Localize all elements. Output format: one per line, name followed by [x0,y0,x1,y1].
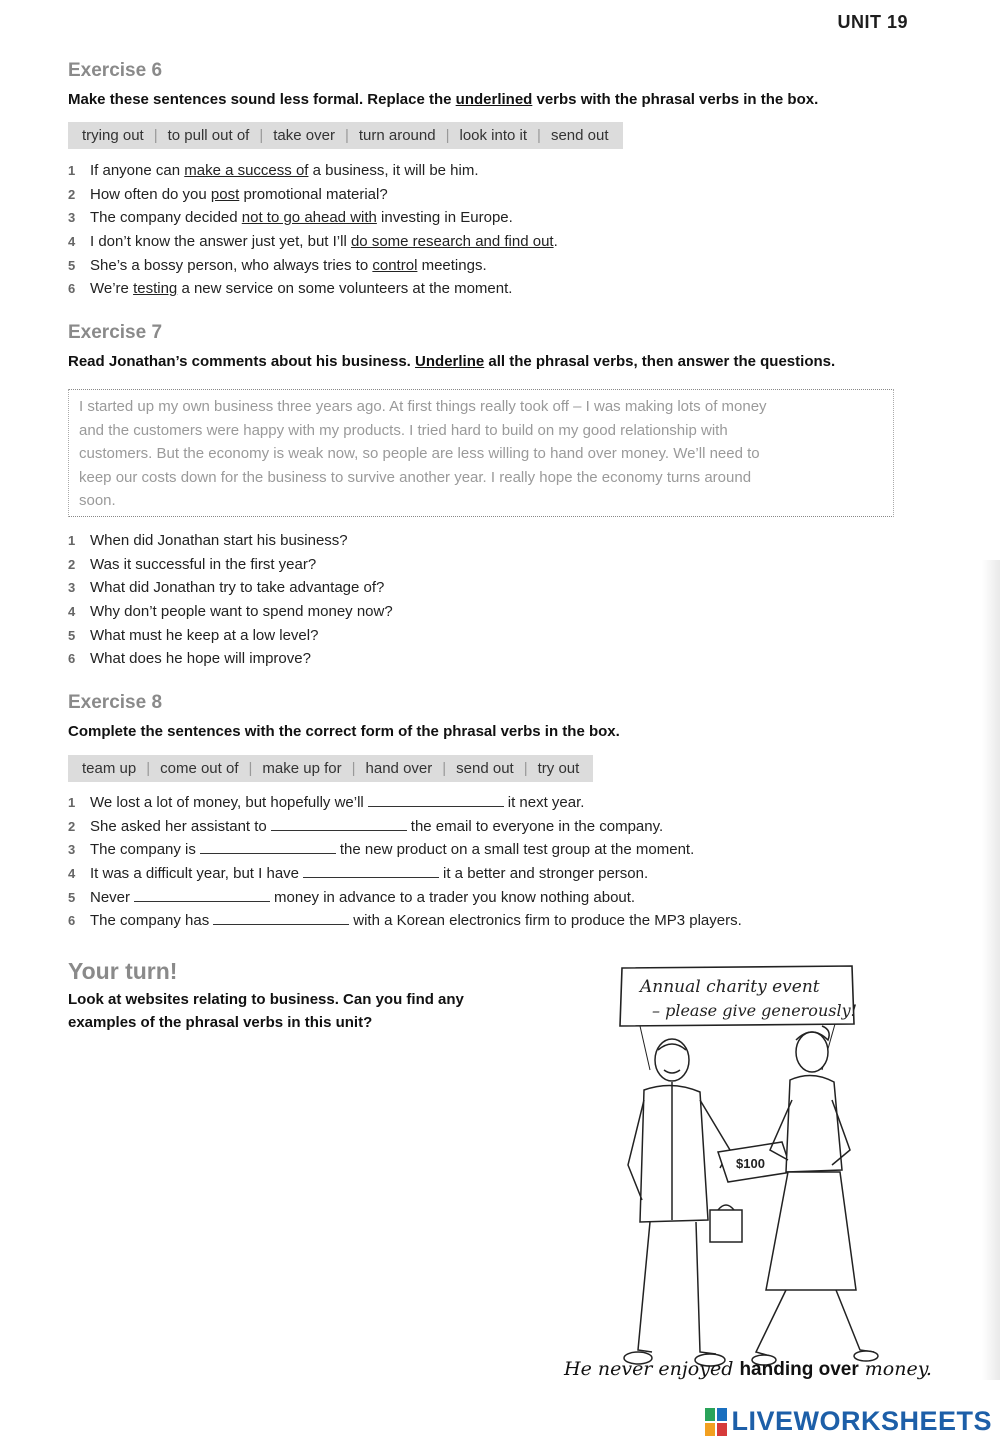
box-word: come out of [160,760,239,777]
box-separator: | [146,760,151,777]
banner-line-1: Annual charity event [640,977,820,997]
box-word: try out [537,760,580,777]
item-number: 4 [68,866,76,882]
exercise-8-list [68,791,742,933]
caption-bold: handing over [739,1359,859,1380]
box-word: make up for [262,760,342,777]
instruction-text: Make these sentences sound less formal. Replace the [68,91,456,108]
item-text: If anyone can [90,162,185,179]
box-word: hand over [365,760,433,777]
caption-text: He never enjoyed [564,1358,740,1380]
comment-line: soon. [79,492,116,509]
item-number: 5 [68,257,76,273]
item-number: 3 [68,580,76,596]
list-item [68,230,558,254]
box-word: send out [456,760,514,777]
instruction-text: verbs with the phrasal verbs in the box. [532,91,819,108]
page-edge-shadow [982,560,1000,1380]
item-text: money in advance to a trader you know nothing about. [274,888,636,906]
list-item [68,600,393,624]
item-text: She asked her assistant to [90,817,267,835]
item-underlined: testing [133,280,178,298]
exercise-6-list [68,159,558,301]
unit-label: UNIT 19 [837,12,908,32]
answer-blank[interactable] [134,887,270,902]
item-number: 6 [68,651,76,667]
answer-blank[interactable] [271,816,407,831]
item-number: 2 [68,556,76,572]
item-text: It was a difficult year, but I have [90,865,300,883]
box-separator: | [537,127,541,144]
list-item [68,183,558,207]
item-text: investing in Europe. [376,209,513,227]
item-number: 6 [68,913,76,929]
item-text: a new service on some volunteers at the moment. [177,280,513,298]
logo-icon [705,1408,727,1436]
item-text: The company has [90,912,210,930]
box-word: team up [82,760,137,777]
item-text: We’re [90,280,134,298]
item-number: 5 [68,627,76,643]
item-text: Why don’t people want to spend money now? [90,603,393,621]
item-text: promotional material? [239,185,388,203]
cartoon-caption [564,1358,932,1381]
box-separator: | [344,127,349,144]
comment-line: I started up my own business three years ago. At first things really took off – I was making lots of money [79,398,767,415]
logo-text: LIVEWORKSHEETS [731,1406,992,1436]
exercise-6-instruction [68,91,818,108]
item-number: 2 [68,818,76,834]
box-separator: | [523,760,528,777]
item-text: the email to everyone in the company. [410,817,664,835]
liveworksheets-logo[interactable] [705,1406,992,1437]
banner-line-2: – please give generously! [652,1001,858,1020]
box-word: send out [550,127,609,144]
item-number: 2 [68,186,76,202]
item-text: The company is [90,841,196,859]
box-separator: | [351,760,356,777]
exercise-8-word-box [68,755,593,782]
exercise-6-title: Exercise 6 [68,60,163,81]
answer-blank[interactable] [200,839,336,854]
item-underlined: not to go ahead with [241,209,377,227]
item-text: When did Jonathan start his business? [90,532,348,549]
item-number: 1 [68,533,76,548]
item-number: 4 [68,604,76,620]
item-text: What must he keep at a low level? [90,626,319,644]
item-text: What did Jonathan try to take advantage of? [90,579,385,597]
caption-text: money. [858,1358,932,1380]
comment-line: customers. But the economy is weak now, so people are less willing to hand over money. We’ll need to [79,445,760,462]
answer-blank[interactable] [368,792,504,807]
list-item [68,838,742,862]
answer-blank[interactable] [213,910,349,925]
item-text: meetings. [417,256,487,274]
list-item [68,862,742,886]
list-item [68,791,742,815]
item-text: the new product on a small test group at the moment. [339,841,695,859]
box-word: look into it [459,127,528,144]
exercise-8-title: Exercise 8 [68,692,163,713]
exercise-6-word-box [68,122,623,149]
item-underlined: do some research and find out [350,233,554,251]
item-text: I don’t know the answer just yet, but I’ll [90,233,351,251]
box-separator: | [445,127,450,144]
instruction-underlined: Underline [415,353,485,370]
item-number: 6 [68,281,76,297]
list-item [68,529,393,553]
box-word: to pull out of [167,127,250,144]
charity-cartoon-illustration [560,960,920,1400]
item-text: Was it successful in the first year? [90,555,317,573]
instruction-text: all the phrasal verbs, then answer the questions. [484,353,836,370]
list-item [68,277,558,301]
jonathan-comments-box [68,389,894,517]
box-separator: | [259,127,264,144]
list-item [68,206,558,230]
your-turn-title: Your turn! [68,958,178,984]
instruction-text: Read Jonathan’s comments about his business. [68,353,416,370]
list-item [68,647,393,671]
list-item [68,886,742,910]
item-underlined: make a success of [184,162,309,179]
item-text: it a better and stronger person. [443,865,649,883]
list-item [68,909,742,933]
list-item [68,254,558,278]
woman-figure [752,1026,878,1365]
item-text: What does he hope will improve? [90,650,311,668]
item-number: 4 [68,234,76,250]
exercise-7-list [68,529,393,671]
box-separator: | [153,127,158,144]
list-item [68,553,393,577]
item-number: 1 [68,795,76,810]
item-text: a business, it will be him. [308,162,479,179]
item-number: 3 [68,210,76,226]
exercise-8-instruction: Complete the sentences with the correct form of the phrasal verbs in the box. [68,723,620,740]
comment-line: keep our costs down for the business to survive another year. I really hope the economy turns around [79,468,752,486]
your-turn-text: Look at websites relating to business. Can you find any examples of the phrasal verbs in this unit? [68,991,464,1031]
item-number: 3 [68,842,76,858]
item-number: 5 [68,889,76,905]
item-underlined: post [210,185,240,203]
list-item [68,159,558,183]
item-text: We lost a lot of money, but hopefully we’ll [90,794,364,811]
item-underlined: control [372,256,418,274]
item-text: . [553,233,558,251]
box-separator: | [248,760,253,777]
item-text: Never [90,888,131,906]
box-word: turn around [358,127,436,144]
exercise-7-instruction [68,353,835,370]
item-text: The company decided [90,209,242,227]
comment-line: and the customers were happy with my products. I tried hard to build on my good relationship with [79,421,728,439]
box-word: trying out [82,127,144,144]
box-word: take over [273,127,335,144]
item-text: How often do you [90,185,211,203]
list-item [68,624,393,648]
list-item [68,576,393,600]
exercise-7-title: Exercise 7 [68,322,163,343]
instruction-underlined: underlined [455,91,533,108]
item-number: 1 [68,163,76,178]
box-separator: | [442,760,447,777]
money-label: $100 [736,1156,765,1171]
item-text: She’s a bossy person, who always tries to [90,256,373,274]
man-figure [624,1039,742,1366]
item-text: it next year. [507,794,585,811]
item-text: with a Korean electronics firm to produce the MP3 players. [353,912,742,930]
answer-blank[interactable] [303,863,439,878]
list-item [68,815,742,839]
